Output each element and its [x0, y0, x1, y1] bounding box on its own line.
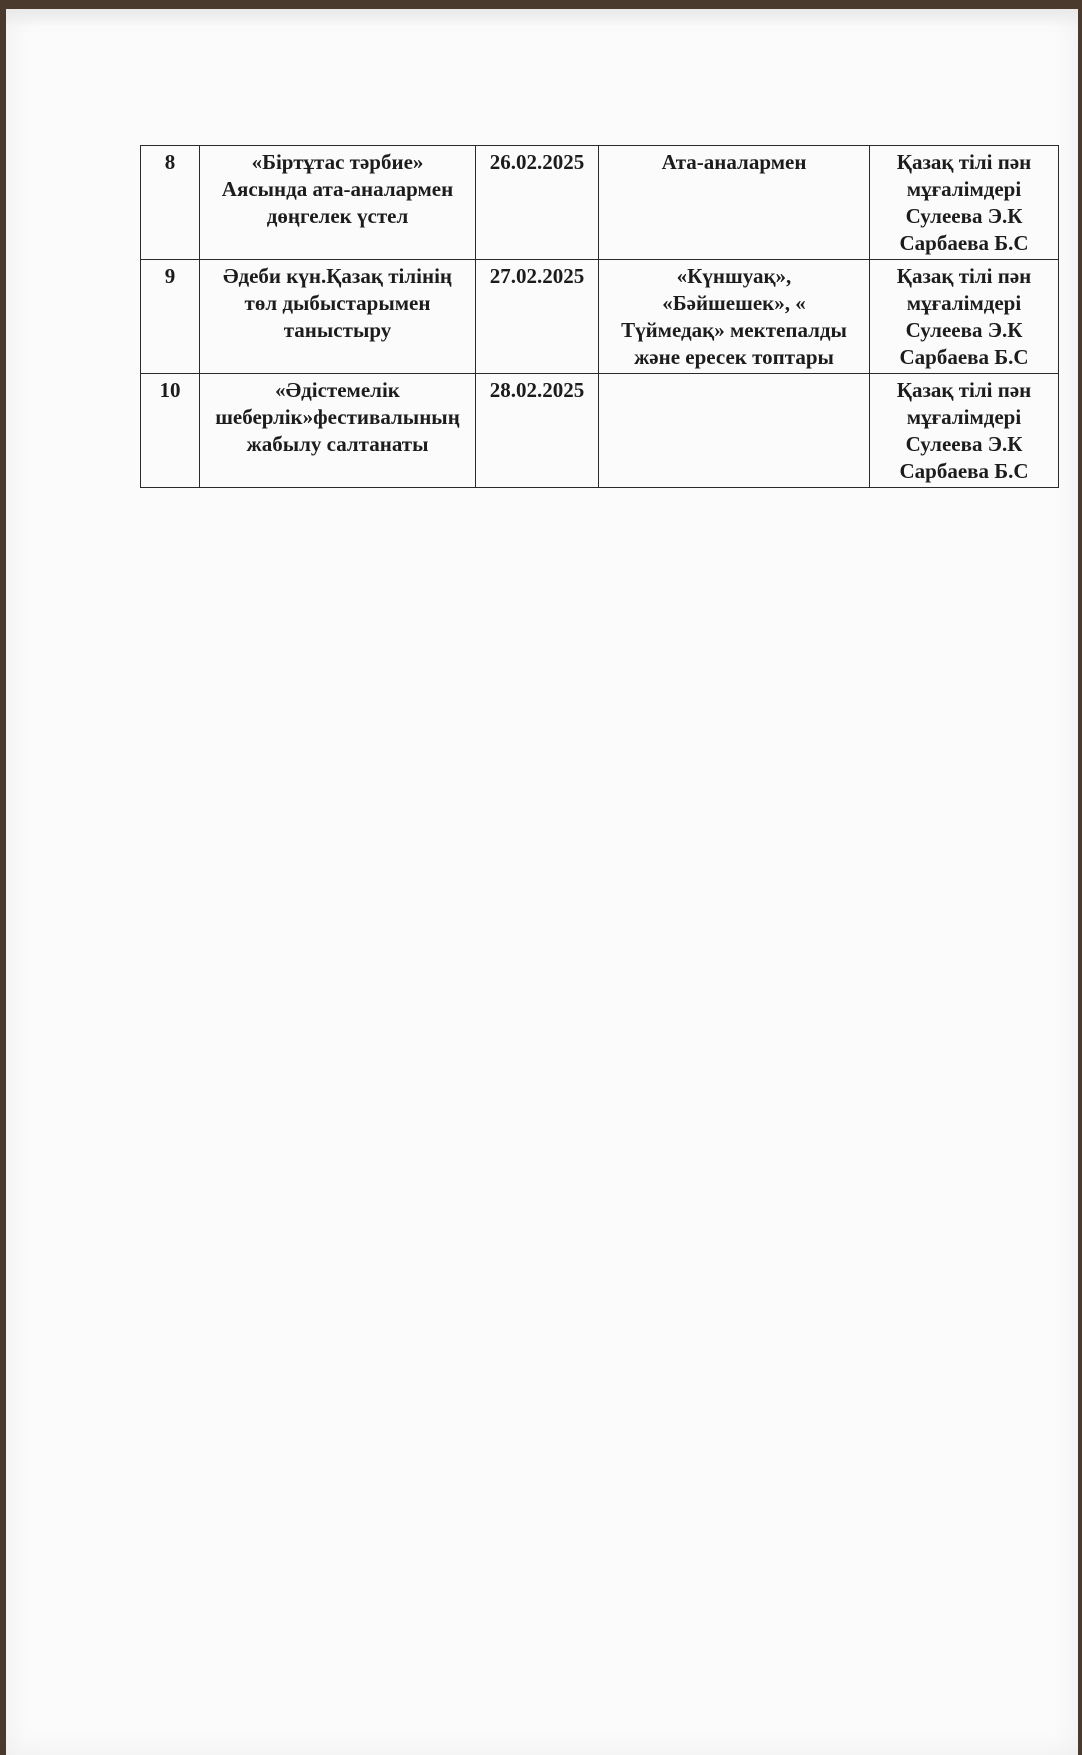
- event-date: 26.02.2025: [476, 146, 599, 260]
- event-title: [200, 146, 476, 260]
- audience-line: «Бәйшешек», «: [662, 291, 806, 315]
- responsible-line: мұғалімдері: [906, 291, 1022, 315]
- document-page: [6, 9, 1078, 1755]
- row-number: 9: [141, 260, 200, 374]
- table-row: [141, 374, 1059, 488]
- event-audience: [599, 146, 870, 260]
- event-plan-table: [140, 145, 1059, 488]
- audience-line: Түймедақ» мектепалды: [621, 318, 847, 342]
- responsible-line: мұғалімдері: [906, 405, 1022, 429]
- event-audience: [599, 374, 870, 488]
- event-title-line: Аясында ата-аналармен: [221, 177, 454, 201]
- responsible-line: Сулеева Э.К: [905, 318, 1023, 342]
- event-title-line: «Біртұтас тәрбие»: [251, 150, 424, 174]
- responsible-line: Сарбаева Б.С: [899, 459, 1029, 483]
- responsible-line: Қазақ тілі пән: [896, 150, 1032, 174]
- responsible-persons: [870, 260, 1059, 374]
- responsible-persons: [870, 146, 1059, 260]
- responsible-persons: [870, 374, 1059, 488]
- event-title-line: шеберлік»фестивалының: [215, 405, 460, 429]
- event-title: [200, 374, 476, 488]
- event-title-line: дөңгелек үстел: [266, 204, 409, 228]
- event-title-line: таныстыру: [283, 318, 392, 342]
- responsible-line: Қазақ тілі пән: [896, 378, 1032, 402]
- event-title: [200, 260, 476, 374]
- responsible-line: Сулеева Э.К: [905, 204, 1023, 228]
- responsible-line: Сарбаева Б.С: [899, 231, 1029, 255]
- audience-line: «Күншуақ»,: [676, 264, 792, 288]
- event-date: 27.02.2025: [476, 260, 599, 374]
- responsible-line: Сулеева Э.К: [905, 432, 1023, 456]
- responsible-line: Сарбаева Б.С: [899, 345, 1029, 369]
- audience-line: Ата-аналармен: [661, 150, 807, 174]
- row-number: 10: [141, 374, 200, 488]
- responsible-line: мұғалімдері: [906, 177, 1022, 201]
- event-date: 28.02.2025: [476, 374, 599, 488]
- event-title-line: жабылу салтанаты: [246, 432, 429, 456]
- event-title-line: төл дыбыстарымен: [244, 291, 431, 315]
- event-title-line: Әдеби күн.Қазақ тілінің: [222, 264, 453, 288]
- table-row: [141, 146, 1059, 260]
- event-title-line: «Әдістемелік: [275, 378, 400, 402]
- responsible-line: Қазақ тілі пән: [896, 264, 1032, 288]
- table-row: [141, 260, 1059, 374]
- row-number: 8: [141, 146, 200, 260]
- event-audience: [599, 260, 870, 374]
- audience-line: және ересек топтары: [634, 345, 834, 369]
